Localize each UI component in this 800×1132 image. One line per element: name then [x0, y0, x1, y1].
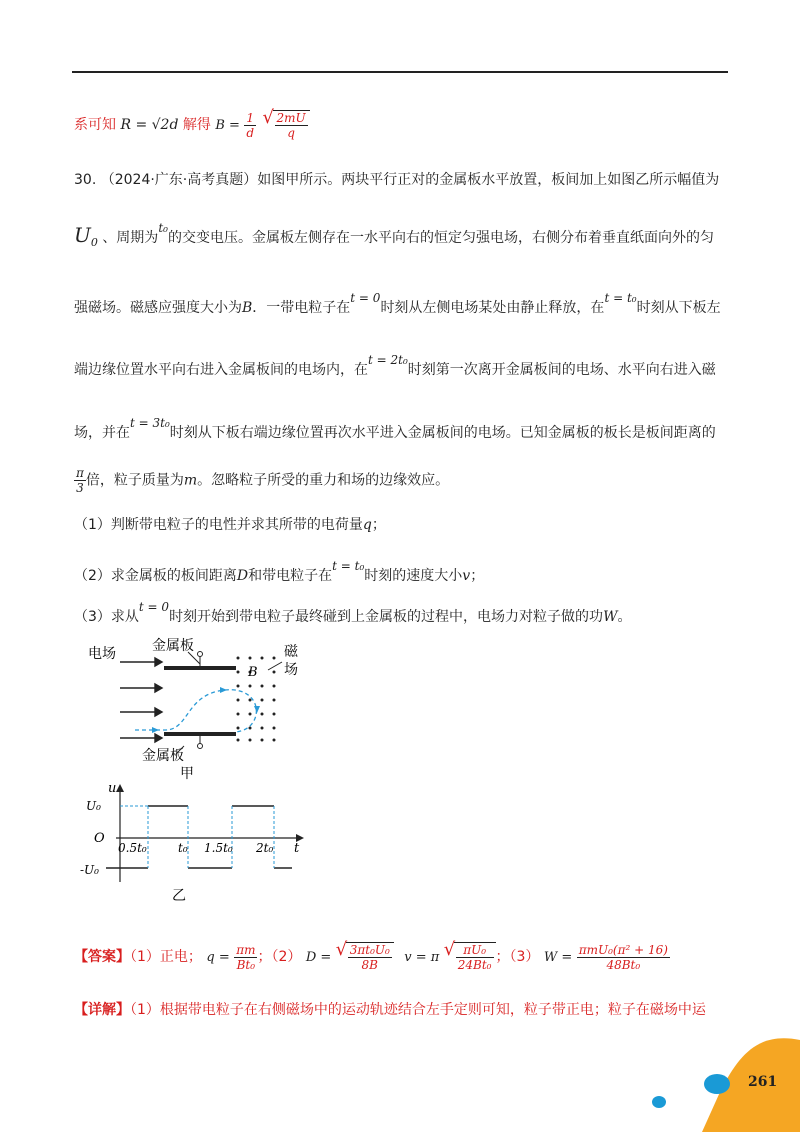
problem-text: 场，并在	[74, 425, 130, 441]
problem-text: 。忽略粒子所受的重力和场的边缘效应。	[197, 472, 450, 489]
problem-text: ．一带电粒子在	[252, 300, 351, 316]
problem-line-2	[74, 218, 714, 253]
label-mag-1: 磁	[284, 644, 298, 660]
prev-eq-B-sqrt	[273, 110, 310, 140]
prev-eq-B-frac	[244, 111, 256, 140]
answer-q-lhs: q =	[206, 950, 230, 965]
problem-line-3	[74, 288, 721, 318]
math-t-3t0: t = 3t₀	[130, 416, 170, 430]
question-1	[74, 515, 386, 535]
sqrt-frac	[275, 111, 308, 140]
problem-text: 时刻从左侧电场某处由静止释放，在	[380, 300, 605, 316]
math-t0: t₀	[158, 221, 168, 235]
question-text: 时刻的速度大小	[364, 568, 463, 584]
math-B: B	[242, 300, 253, 316]
plate-top	[164, 666, 236, 670]
math-D: D	[236, 568, 249, 584]
figure-jia	[80, 632, 320, 782]
answer-tag: 【答案】	[74, 949, 130, 965]
question-text: （2）求金属板的板间距离	[74, 568, 237, 584]
problem-source: （2024·广东·高考真题）	[100, 172, 258, 188]
math-t-zero: t = 0	[138, 600, 170, 614]
problem-line-6	[74, 466, 449, 495]
tick-negU0: -U₀	[80, 863, 99, 877]
tick-U0: U₀	[86, 799, 101, 813]
frac-den: 3	[76, 481, 84, 495]
origin-label: O	[94, 831, 105, 846]
caption-jia: 甲	[180, 766, 194, 782]
answer-text: ；（3）	[495, 949, 540, 965]
question-text: 和带电粒子在	[248, 568, 333, 584]
blue-dot-large	[704, 1074, 730, 1094]
explain-text: （1）根据带电粒子在右侧磁场中的运动轨迹结合左手定则可知，粒子带正电；粒子在磁场中运	[130, 1002, 706, 1018]
waveform	[106, 806, 292, 868]
question-text: ；	[371, 517, 386, 533]
prev-eq-R: R = √2d	[120, 117, 179, 133]
frac-num: π	[76, 466, 84, 480]
question-text: 。	[617, 609, 632, 625]
terminal-bottom-circle	[198, 744, 203, 749]
math-t-t0: t = t₀	[604, 291, 637, 305]
problem-text: 、周期为	[102, 230, 159, 246]
prev-eq-B-lhs: B =	[215, 118, 240, 133]
frac-num: √ 2mU	[276, 111, 306, 125]
x-axis-label: t	[294, 841, 300, 856]
math-m: m	[183, 472, 198, 489]
answer-D-lhs: D =	[305, 950, 332, 965]
answer-line	[74, 942, 670, 972]
problem-text: 的交变电压。金属板左侧存在一水平向右的恒定匀强电场，右侧分布着垂直纸面向外的匀	[167, 230, 714, 246]
footer-decoration	[680, 1032, 800, 1132]
explain-tag: 【详解】	[74, 1002, 130, 1018]
explain-line	[74, 1000, 706, 1020]
frac-den: 8B	[361, 958, 378, 972]
question-3	[74, 597, 631, 627]
tick-2t0: 2t₀	[256, 841, 274, 855]
header-rule	[72, 71, 728, 73]
trajectory-arrow-1	[152, 727, 159, 733]
frac-num: √ πU₀	[456, 943, 494, 958]
blue-dot-small	[652, 1096, 666, 1108]
tick-t0: t₀	[178, 841, 188, 855]
question-text: 时刻开始到带电粒子最终碰到上金属板的过程中，电场力对粒子做的功	[169, 609, 604, 625]
plate-bottom	[164, 732, 236, 736]
frac-den: Bt₀	[236, 957, 256, 972]
question-text: （1）判断带电粒子的电性并求其所带的电荷量	[74, 517, 363, 533]
y-axis-label: u	[108, 782, 117, 796]
question-text: （3）求从	[74, 609, 139, 625]
math-v: v	[462, 568, 471, 584]
prev-solution-line	[74, 110, 310, 140]
frac-num: πmU₀(π² + 16)	[578, 942, 668, 957]
problem-number: 30.	[74, 172, 97, 188]
problem-text: 端边缘位置水平向右进入金属板间的电场内，在	[74, 362, 368, 378]
answer-W-lhs: W =	[543, 950, 573, 965]
answer-D-frac	[348, 943, 392, 972]
figure-yi	[80, 782, 320, 902]
answer-v-sqrt	[454, 942, 496, 972]
tick-05t0: 0.5t₀	[118, 841, 147, 855]
waveform-edges	[148, 806, 274, 868]
page-number: 261	[748, 1074, 778, 1090]
frac-num: √ 3πt₀U₀	[349, 943, 390, 957]
caption-yi: 乙	[172, 888, 186, 902]
math-U: U	[74, 223, 91, 247]
trajectory	[135, 690, 256, 732]
problem-text: 如图甲所示。两块平行正对的金属板水平放置，板间加上如图乙所示幅值为	[257, 172, 720, 188]
label-field: 电场	[88, 646, 116, 662]
question-2	[74, 556, 484, 586]
problem-line-5	[74, 413, 716, 443]
problem-text: 强磁场。磁感应强度大小为	[74, 300, 242, 316]
answer-text: ；（2）	[257, 949, 302, 965]
problem-line-4	[74, 350, 716, 380]
frac-den: d	[246, 125, 255, 140]
answer-q-frac	[234, 943, 257, 972]
math-W: W	[603, 609, 618, 625]
pointer-mag	[268, 662, 282, 670]
prev-prefix: 系可知	[74, 117, 116, 133]
answer-v-frac	[456, 943, 494, 972]
math-q: q	[362, 517, 372, 533]
answer-v-lhs: v = π	[404, 950, 440, 965]
terminal-top-circle	[198, 652, 203, 657]
tick-15t0: 1.5t₀	[204, 841, 233, 855]
label-mag-2: 场	[284, 662, 298, 678]
y-axis-arrow	[116, 784, 124, 792]
problem-text: 时刻第一次离开金属板间的电场、水平向右进入磁	[407, 362, 716, 378]
frac-num: πm	[236, 942, 256, 957]
math-t-t0: t = t₀	[332, 559, 365, 573]
answer-W-frac	[577, 943, 670, 972]
math-t-zero: t = 0	[350, 291, 381, 305]
problem-text: 倍，粒子质量为	[85, 472, 184, 489]
label-plate-bottom: 金属板	[142, 748, 184, 764]
trajectory-arrow-3	[254, 706, 260, 713]
frac-num: 1	[244, 111, 256, 126]
problem-text: 时刻从下板左	[636, 300, 721, 316]
prev-mid: 解得	[182, 117, 211, 133]
problem-text: 时刻从下板右端边缘位置再次水平进入金属板间的电场。已知金属板的板长是板间距离的	[169, 425, 716, 441]
question-text: ；	[470, 568, 485, 584]
trajectory-arrow-2	[220, 687, 227, 693]
math-t-2t0: t = 2t₀	[368, 353, 408, 367]
frac-den: 48Bt₀	[606, 957, 641, 972]
math-sub: 0	[90, 235, 98, 249]
label-B: B	[248, 665, 258, 680]
problem-line-1	[74, 170, 719, 190]
pointer-top	[188, 652, 200, 664]
answer-D-sqrt	[346, 942, 394, 972]
math-pi-over-3	[74, 466, 86, 495]
frac-den: q	[287, 126, 295, 140]
frac-den: 24Bt₀	[457, 958, 492, 972]
label-plate-top: 金属板	[152, 638, 194, 654]
answer-text: （1）正电；	[130, 949, 202, 965]
